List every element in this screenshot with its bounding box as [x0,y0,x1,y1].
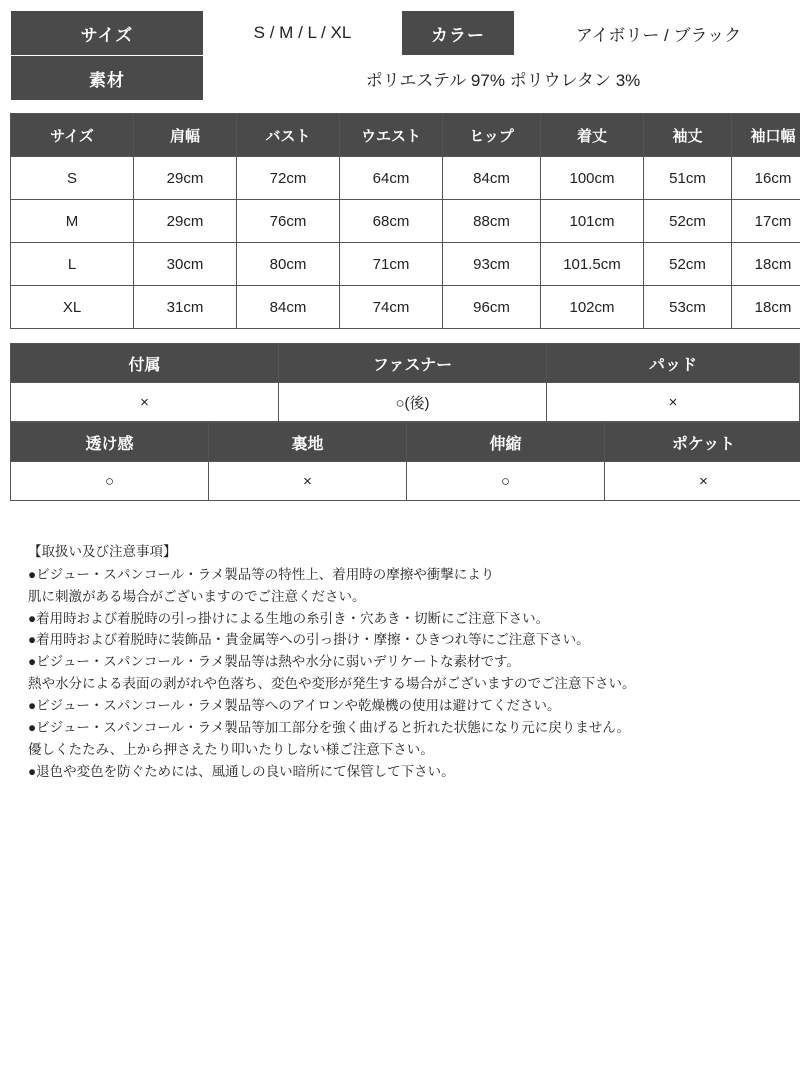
size-cell: 84cm [443,157,541,200]
size-cell: 84cm [237,286,340,329]
size-cell: 18cm [732,243,800,286]
spec-value-color: アイボリー / ブラック [515,11,800,56]
table-row [11,286,800,329]
table-row [11,11,800,56]
care-instructions-line: ●ビジュー・スパンコール・ラメ製品等へのアイロンや乾燥機の使用は避けてください。 [28,698,561,714]
size-col-header: 着丈 [541,114,644,157]
spec-label-size: サイズ [11,11,204,56]
size-cell: 16cm [732,157,800,200]
size-col-header: バスト [237,114,340,157]
size-cell: 68cm [340,200,443,243]
spec-value-size: S / M / L / XL [204,11,402,56]
size-cell: 80cm [237,243,340,286]
size-cell: 72cm [237,157,340,200]
table-row [11,383,800,422]
size-cell: 30cm [134,243,237,286]
size-cell: 53cm [644,286,732,329]
spec-label-material: 素材 [11,56,204,101]
detail-col-header: 裏地 [209,423,407,462]
detail-cell: × [547,383,800,422]
size-cell: S [11,157,134,200]
size-cell: 64cm [340,157,443,200]
detail-col-header: ポケット [605,423,800,462]
detail-col-header: ファスナー [279,344,547,383]
spec-table [10,10,800,101]
size-cell: 101cm [541,200,644,243]
detail-cell: × [209,462,407,501]
size-cell: L [11,243,134,286]
spec-label-color: カラー [402,11,515,56]
size-cell: 29cm [134,200,237,243]
size-cell: 17cm [732,200,800,243]
table-row [11,157,800,200]
table-row [11,200,800,243]
size-cell: 96cm [443,286,541,329]
table-header-row [11,114,800,157]
detail-col-header: 付属 [11,344,279,383]
detail-table-attachments [10,343,800,422]
care-instructions-line: ●ビジュー・スパンコール・ラメ製品等の特性上、着用時の摩擦や衝撃により [28,566,495,582]
size-col-header: 袖丈 [644,114,732,157]
size-col-header: 袖口幅 [732,114,800,157]
size-col-header: 肩幅 [134,114,237,157]
size-cell: 101.5cm [541,243,644,286]
size-cell: 102cm [541,286,644,329]
detail-col-header: 伸縮 [407,423,605,462]
size-cell: 88cm [443,200,541,243]
size-cell: 52cm [644,200,732,243]
detail-col-header: パッド [547,344,800,383]
size-cell: 51cm [644,157,732,200]
care-instructions-title: 【取扱い及び注意事項】 [28,544,177,559]
table-row [11,56,800,101]
table-row [11,462,800,501]
size-cell: 31cm [134,286,237,329]
size-cell: 76cm [237,200,340,243]
spec-value-material: ポリエステル 97% ポリウレタン 3% [204,56,800,101]
detail-cell: ○ [11,462,209,501]
care-instructions-line: ●着用時および着脱時に装飾品・貴金属等への引っ掛け・摩擦・ひきつれ等にご注意下さい。 [28,632,590,648]
care-instructions [10,541,790,782]
size-col-header: サイズ [11,114,134,157]
care-instructions-line: 熱や水分による表面の剥がれや色落ち、変色や変形が発生する場合がございますのでご注意下さい。 [28,676,636,692]
size-col-header: ヒップ [443,114,541,157]
size-cell: 52cm [644,243,732,286]
care-instructions-line: ●ビジュー・スパンコール・ラメ製品等加工部分を強く曲げると折れた状態になり元に戻りません。 [28,719,631,735]
size-cell: 100cm [541,157,644,200]
size-cell: 29cm [134,157,237,200]
size-measurements-table [10,113,800,329]
detail-cell: ○ [407,462,605,501]
care-instructions-line: ●着用時および着脱時の引っ掛けによる生地の糸引き・穴あき・切断にご注意下さい。 [28,610,550,626]
detail-cell: × [605,462,800,501]
size-cell: 71cm [340,243,443,286]
table-row [11,243,800,286]
detail-cell: ○(後) [279,383,547,422]
size-col-header: ウエスト [340,114,443,157]
care-instructions-line: ●ビジュー・スパンコール・ラメ製品等は熱や水分に弱いデリケートな素材です。 [28,654,520,670]
table-header-row [11,423,800,462]
size-cell: M [11,200,134,243]
size-cell: 18cm [732,286,800,329]
size-cell: 93cm [443,243,541,286]
detail-cell: × [11,383,279,422]
care-instructions-line: 肌に刺激がある場合がございますのでご注意ください。 [28,588,366,604]
detail-col-header: 透け感 [11,423,209,462]
table-header-row [11,344,800,383]
detail-table-properties [10,422,800,501]
care-instructions-line: ●退色や変色を防ぐためには、風通しの良い暗所にて保管して下さい。 [28,763,455,779]
care-instructions-line: 優しくたたみ、上から押さえたり叩いたりしない様ご注意下さい。 [28,741,434,757]
size-cell: 74cm [340,286,443,329]
size-cell: XL [11,286,134,329]
